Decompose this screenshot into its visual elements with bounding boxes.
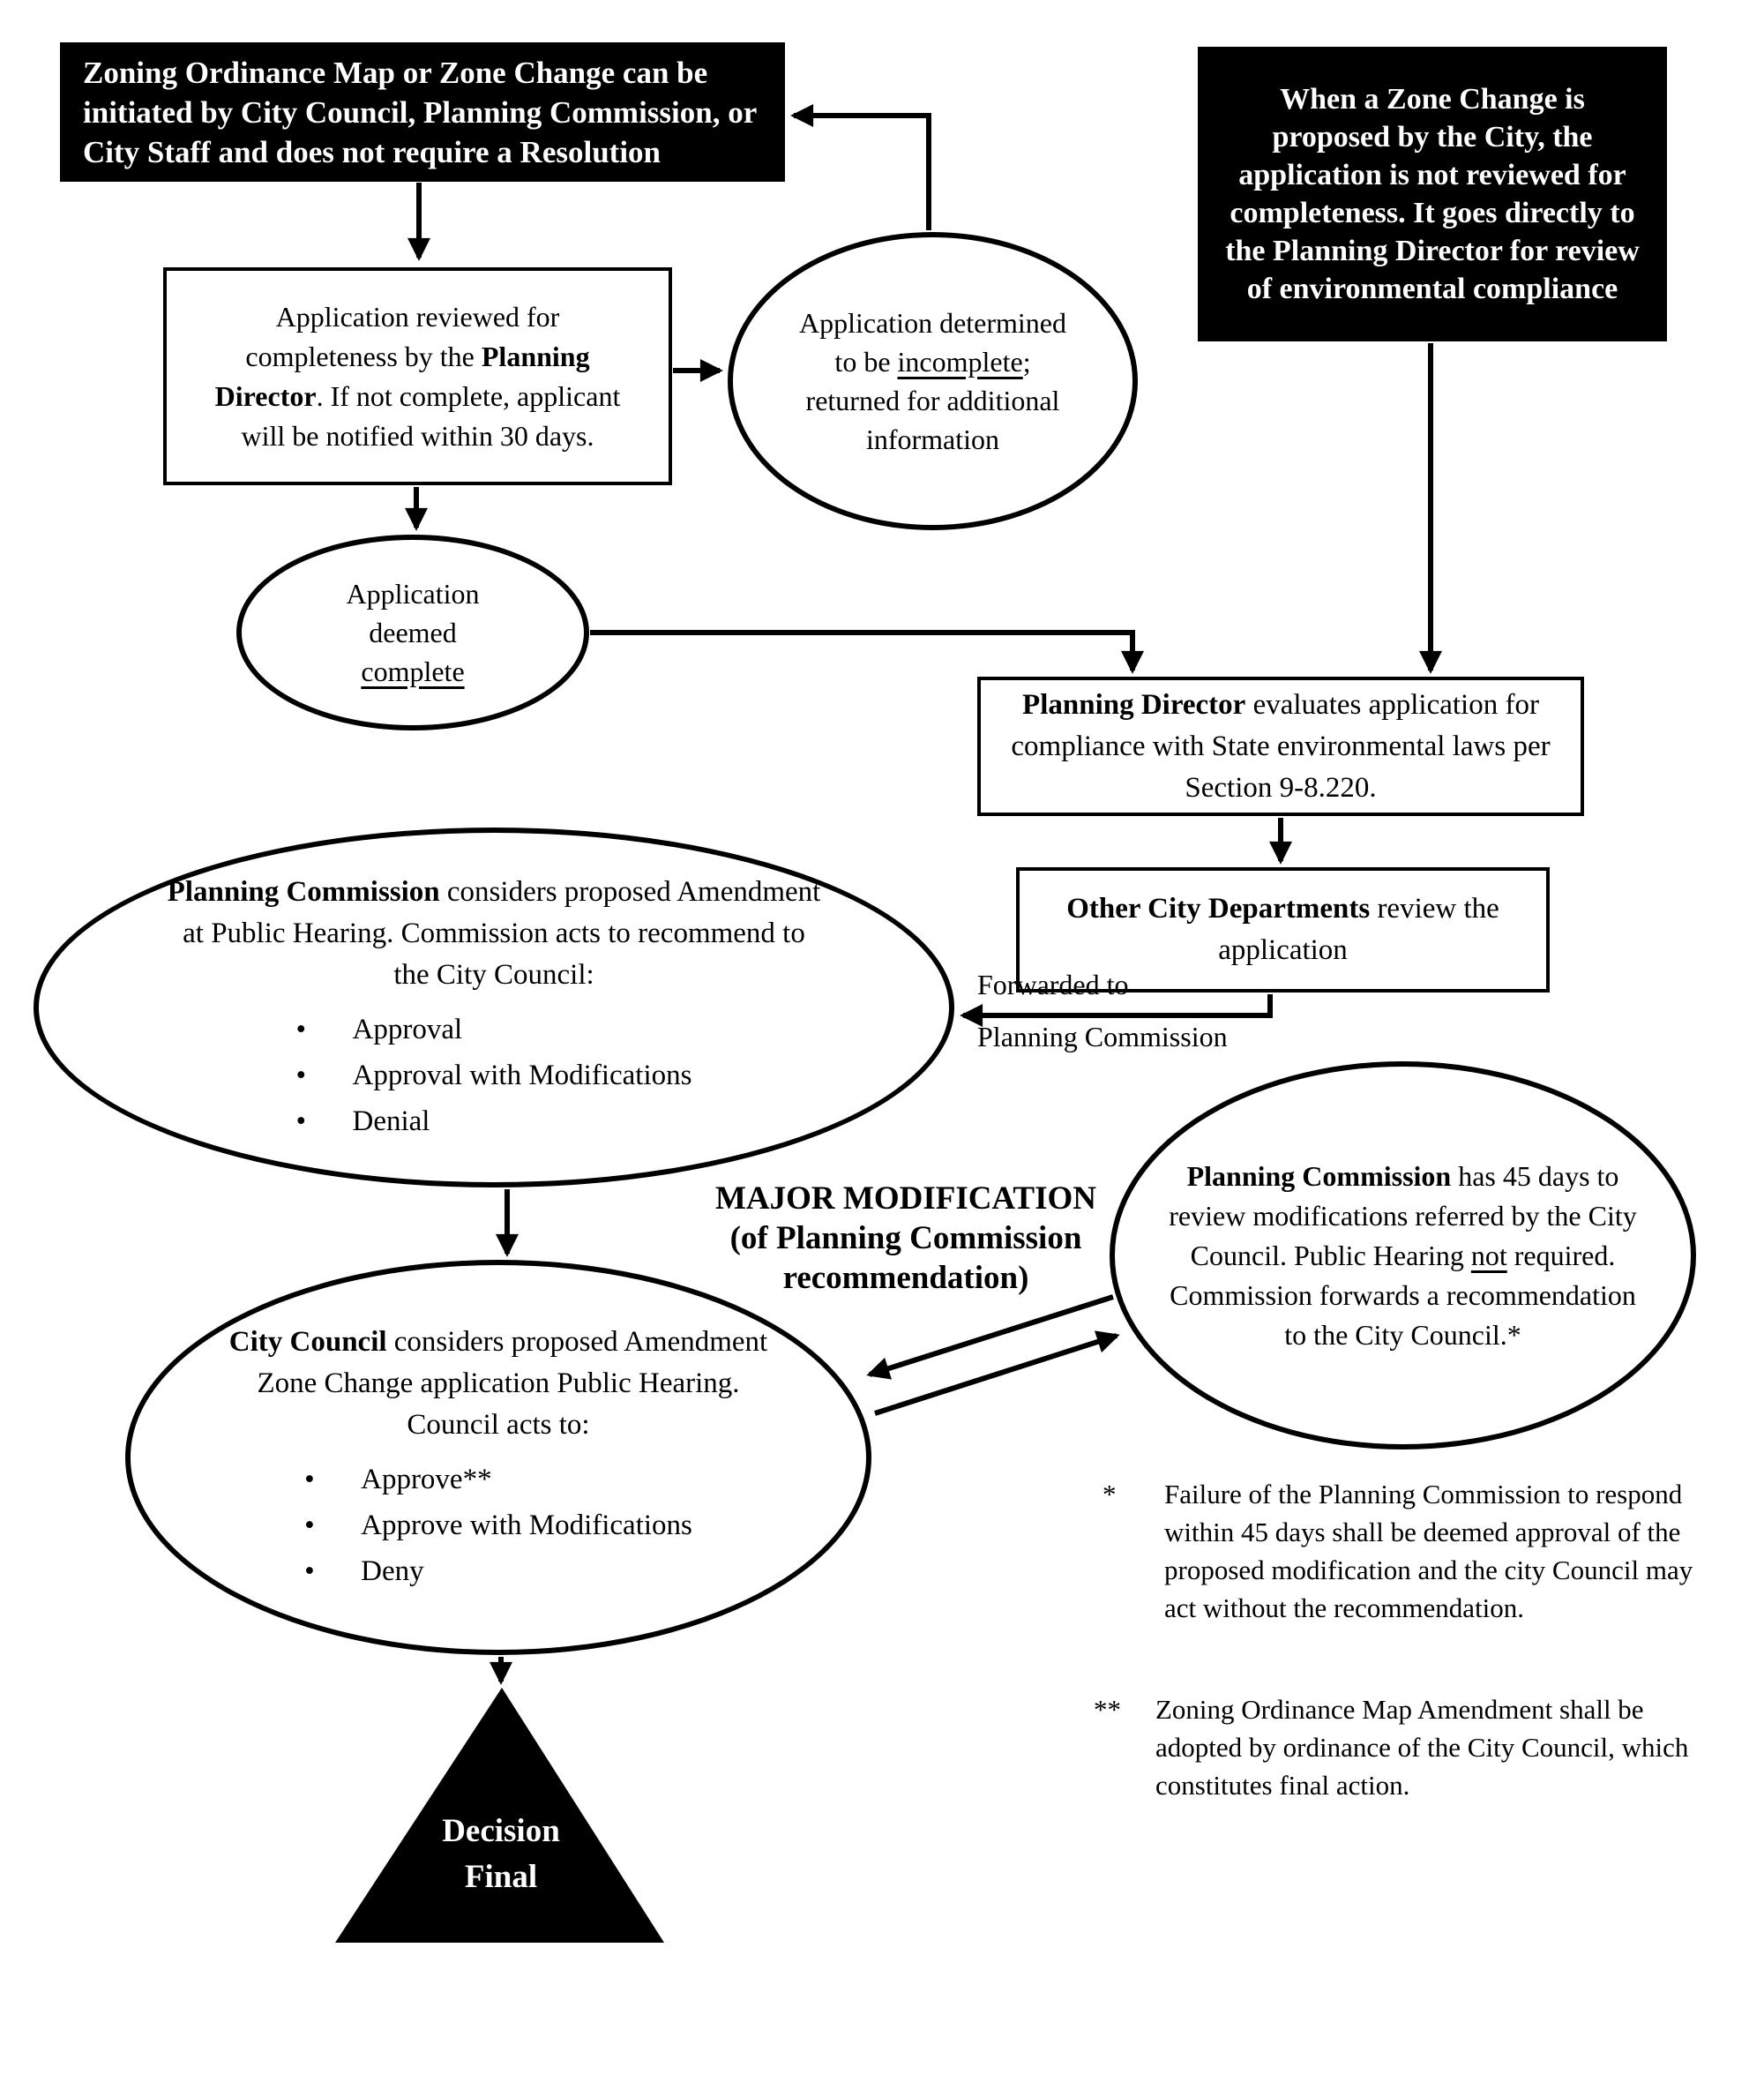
other-departments-bold: Other City Departments: [1066, 893, 1371, 925]
node-application-incomplete: [728, 232, 1138, 530]
list-item: [296, 1007, 692, 1052]
forwarded-label-line2: Planning Commission: [977, 1021, 1228, 1052]
footnote-double-text: Zoning Ordinance Map Amendment shall be adopted by ordinance of the City Council, which constitutes final action.: [1155, 1694, 1689, 1801]
asterisk-marker: *: [1102, 1479, 1117, 1509]
incomplete-underlined: incomplete: [897, 346, 1023, 378]
footnote-single-text: Failure of the Planning Commission to respond within 45 days shall be deemed approval of the proposed modification and the city Council may act without the recommendation.: [1164, 1479, 1693, 1623]
cc-option-approve-modifications: Approve with Modifications: [361, 1509, 692, 1541]
node-application-review: [163, 267, 672, 485]
review-bold: Planning Director: [214, 340, 590, 412]
major-modification-line1: MAJOR MODIFICATION: [715, 1180, 1096, 1217]
review-post: . If not complete, applicant will be notified within 30 days.: [241, 379, 621, 452]
application-complete-text: [325, 574, 501, 691]
bullet-icon: [304, 1548, 361, 1594]
pc-45-days-text: [1163, 1157, 1642, 1355]
node-planning-commission-hearing: [34, 828, 954, 1187]
decision-final-label: [369, 1809, 633, 1900]
list-item: [304, 1502, 692, 1548]
list-item: [304, 1548, 692, 1594]
application-review-text: [197, 297, 639, 456]
decision-line1: Decision: [442, 1813, 560, 1849]
node-city-council-hearing: [125, 1260, 871, 1655]
city-council-text: [131, 1322, 866, 1446]
major-modification-label: [695, 1179, 1117, 1298]
footnote-single-asterisk: [1102, 1475, 1702, 1627]
footnote-double-asterisk: [1094, 1690, 1693, 1804]
forwarded-label-line1: Forwarded to: [977, 969, 1129, 1000]
bullet-icon: [304, 1502, 361, 1548]
incomplete-post: ; returned for additional information: [805, 346, 1060, 455]
incomplete-pre: Application determined to be: [798, 307, 1066, 378]
city-council-post: considers proposed Amendment Zone Change application Public Hearing. Council acts to:: [257, 1325, 768, 1441]
pc-45-days-bold: Planning Commission: [1186, 1159, 1452, 1192]
planning-director-bold: Planning Director: [1022, 688, 1246, 721]
review-pre: Application reviewed for completeness by the: [245, 300, 560, 372]
major-modification-line2: (of Planning Commission: [729, 1220, 1082, 1256]
pc-option-approval: Approval: [352, 1013, 463, 1045]
other-departments-text: [1055, 888, 1511, 971]
pc-option-approval-modifications: Approval with Modifications: [352, 1059, 692, 1091]
decision-line2: Final: [464, 1859, 538, 1895]
arrow-incomplete-back-to-init: [794, 116, 929, 230]
bullet-icon: [304, 1457, 361, 1502]
planning-director-post: evaluates application for compliance with State environmental laws per Section 9-8.220.: [1011, 688, 1551, 804]
arrow-complete-to-planning-director: [590, 633, 1132, 670]
pc-option-denial: Denial: [352, 1105, 430, 1137]
bullet-icon: [296, 1098, 353, 1144]
node-application-complete: [236, 535, 589, 730]
major-modification-line3: recommendation): [782, 1260, 1029, 1296]
planning-commission-post: considers proposed Amendment at Public Hearing. Commission acts to recommend to the City Council:: [183, 875, 821, 991]
pc-45-days-mid: has 45 days to review modifications referred by the City Council. Public Hearing: [1169, 1159, 1637, 1271]
complete-pre: Application deemed: [346, 578, 480, 648]
pc-45-days-post: required. Commission forwards a recommendation to the City Council.*: [1170, 1239, 1636, 1351]
arrow-city-council-to-pc45: [875, 1336, 1117, 1413]
planning-director-text: [1005, 685, 1556, 809]
list-item: [296, 1052, 692, 1098]
other-departments-post: review the application: [1218, 893, 1499, 966]
bullet-icon: [296, 1052, 353, 1098]
city-proposed-text: When a Zone Change is proposed by the City, the application is not reviewed for completeness. It goes directly to the Planning Director for review of environmental compliance: [1225, 83, 1640, 305]
list-item: [296, 1098, 692, 1144]
initiation-text: Zoning Ordinance Map or Zone Change can be initiated by City Council, Planning Commission, or City Staff and does not require a Resolution: [83, 55, 757, 169]
pc-45-days-underlined: not: [1470, 1239, 1507, 1271]
planning-commission-text: [39, 872, 949, 996]
city-council-options: [304, 1457, 692, 1594]
bullet-icon: [296, 1007, 353, 1052]
arrow-modification-to-city-council: [870, 1297, 1113, 1375]
planning-commission-options: [296, 1007, 692, 1144]
cc-option-deny: Deny: [361, 1554, 424, 1587]
application-incomplete-text: [786, 303, 1080, 459]
complete-underlined: complete: [361, 655, 465, 687]
node-planning-director-evaluates: [977, 677, 1584, 816]
list-item: [304, 1457, 692, 1502]
cc-option-approve: Approve**: [361, 1463, 492, 1495]
node-city-proposed: [1198, 47, 1667, 341]
node-initiation: [60, 42, 785, 182]
node-planning-commission-45-days: [1110, 1061, 1696, 1450]
city-council-bold: City Council: [228, 1325, 387, 1358]
double-asterisk-marker: **: [1094, 1694, 1121, 1725]
planning-commission-bold: Planning Commission: [167, 875, 440, 908]
